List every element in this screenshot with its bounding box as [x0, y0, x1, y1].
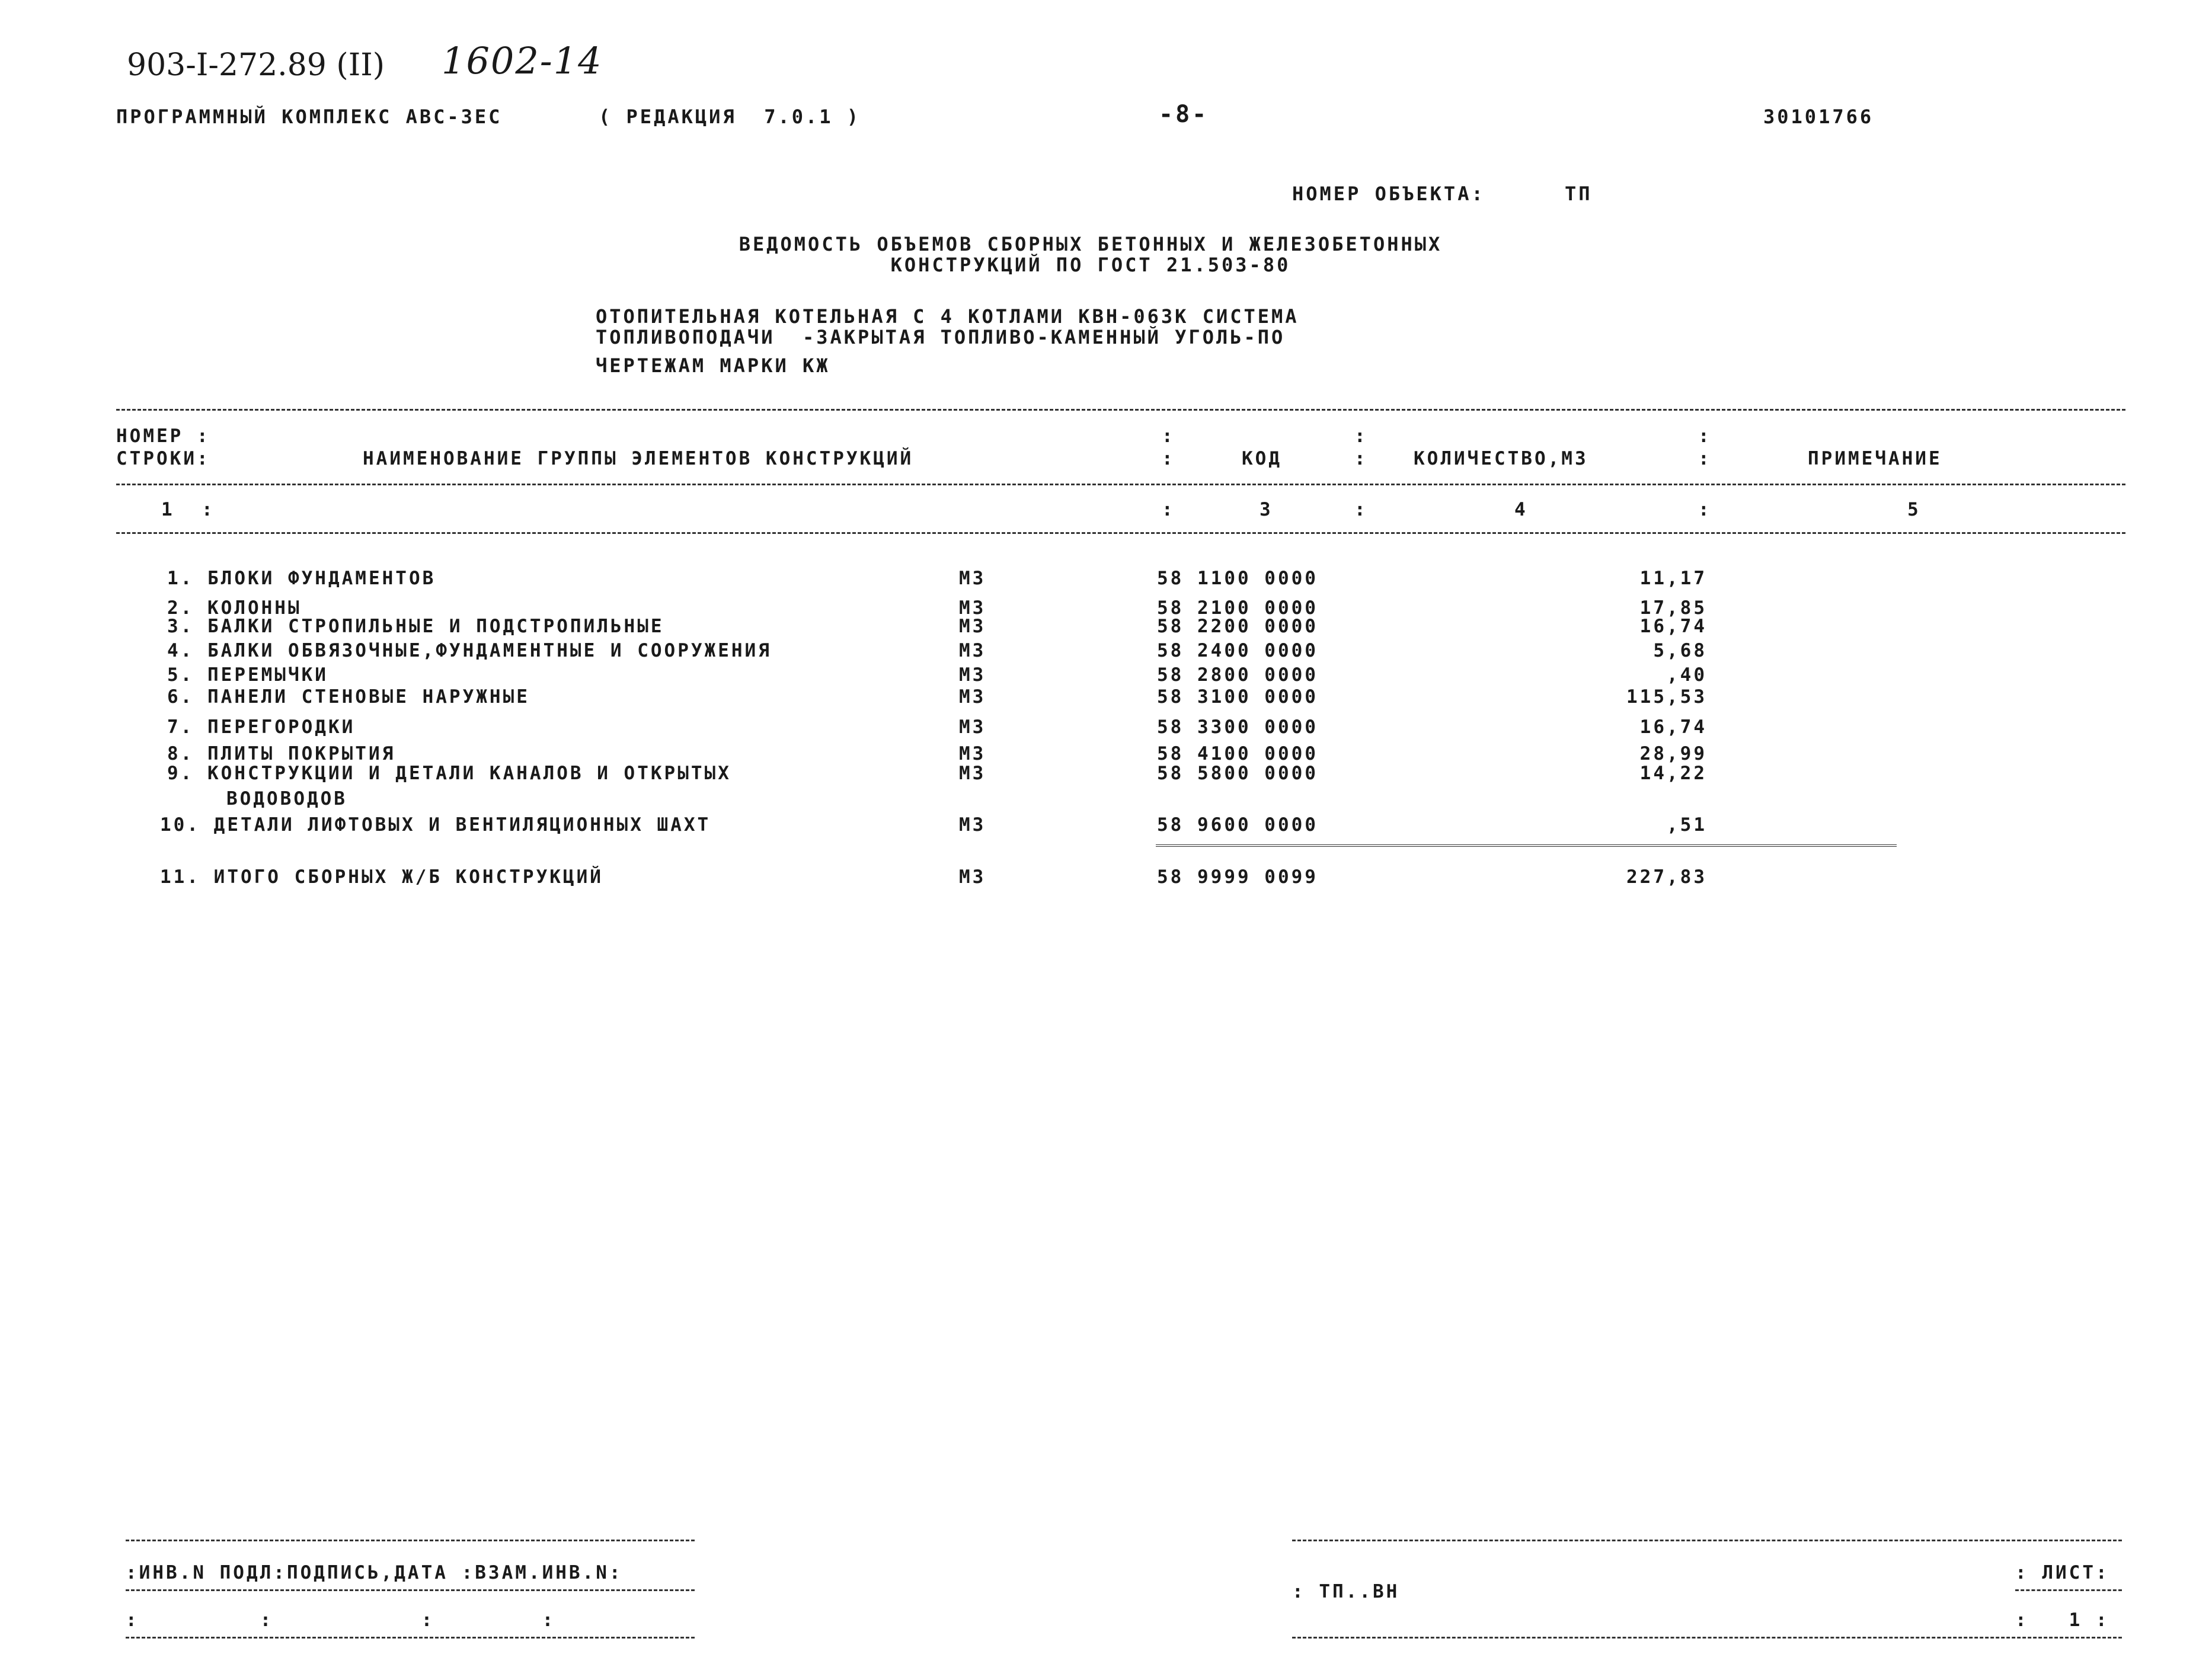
object-value: ТП: [1565, 183, 1593, 205]
col-sep: :: [1698, 448, 1712, 469]
subtitle-line-3: ЧЕРТЕЖАМ МАРКИ КЖ: [596, 354, 830, 377]
table-row-name: 3. БАЛКИ СТРОПИЛЬНЫЕ И ПОДСТРОПИЛЬНЫЕ: [167, 616, 664, 637]
document-code: 903-I-272.89 (II): [127, 47, 385, 83]
page-number: -8-: [1159, 101, 1209, 128]
stamp-headers: :ИНВ.N ПОДЛ:ПОДПИСЬ,ДАТА :ВЗАМ.ИНВ.N:: [126, 1562, 623, 1583]
table-row-code: 58 3100 0000: [1157, 686, 1318, 708]
table-row-name: 5. ПЕРЕМЫЧКИ: [167, 664, 328, 686]
header-name: НАИМЕНОВАНИЕ ГРУППЫ ЭЛЕМЕНТОВ КОНСТРУКЦИЙ: [363, 448, 914, 469]
table-row-unit: М3: [959, 743, 986, 764]
table-row-name: 9. КОНСТРУКЦИИ И ДЕТАЛИ КАНАЛОВ И ОТКРЫТЫХ: [167, 763, 731, 784]
table-row-unit: М3: [959, 640, 986, 661]
table-row-name: 7. ПЕРЕГОРОДКИ: [167, 716, 356, 738]
table-row-qty: 17,85: [1639, 597, 1707, 619]
sheet-rule: [2015, 1589, 2122, 1591]
table-row-code: 58 3300 0000: [1157, 716, 1318, 738]
col-sep: :: [1354, 499, 1368, 520]
col-number-4: 4: [1514, 499, 1528, 520]
table-row-qty: ,51: [1667, 814, 1707, 836]
subtitle-line-1: ОТОПИТЕЛЬНАЯ КОТЕЛЬНАЯ С 4 КОТЛАМИ КВН-063К СИСТЕМА: [596, 305, 1299, 328]
total-separator: [1156, 844, 1897, 847]
table-row-code: 58 5800 0000: [1157, 763, 1318, 784]
table-rule-bottom: [116, 532, 2125, 534]
table-row-qty: 28,99: [1639, 743, 1707, 764]
footer-rule-top: [1292, 1540, 2122, 1541]
table-row-unit: М3: [959, 597, 986, 619]
title-line-2: КОНСТРУКЦИЙ ПО ГОСТ 21.503-80: [890, 254, 1291, 276]
table-row-code: 58 2200 0000: [1157, 616, 1318, 637]
table-row-name-continued: ВОДОВОДОВ: [226, 788, 347, 809]
table-row-unit: М3: [959, 664, 986, 686]
handwritten-note: 1602-14: [442, 39, 603, 82]
table-row-total-qty: 227,83: [1626, 866, 1707, 888]
stamp-empty-fields: : : : :: [126, 1609, 556, 1631]
object-label: НОМЕР ОБЪЕКТА:: [1292, 183, 1485, 205]
table-row-qty: 16,74: [1639, 616, 1707, 637]
table-rule-top: [116, 409, 2125, 411]
header-code: КОД: [1242, 448, 1282, 469]
col-number-3: 3: [1260, 499, 1273, 520]
sheet-label: : ЛИСТ:: [2015, 1562, 2109, 1583]
table-row-code: 58 9999 0099: [1157, 866, 1318, 888]
table-row-code: 58 9600 0000: [1157, 814, 1318, 836]
footer-rule-bottom: [1292, 1637, 2122, 1639]
table-row-name: 2. КОЛОННЫ: [167, 597, 302, 619]
table-row-unit: М3: [959, 763, 986, 784]
edition-label: ( РЕДАКЦИЯ 7.0.1 ): [599, 105, 861, 128]
subtitle-line-2: ТОПЛИВОПОДАЧИ -ЗАКРЫТАЯ ТОПЛИВО-КАМЕННЫЙ УГОЛЬ-ПО: [596, 326, 1286, 348]
program-header: ПРОГРАММНЫЙ КОМПЛЕКС АВС-3ЕС: [116, 105, 503, 128]
col-sep: :: [1698, 499, 1712, 520]
table-row-code: 58 2100 0000: [1157, 597, 1318, 619]
stamp-rule-mid: [126, 1589, 695, 1591]
table-row-qty: ,40: [1667, 664, 1707, 686]
table-row-qty: 115,53: [1626, 686, 1707, 708]
table-row-unit: М3: [959, 568, 986, 589]
doc-number: 30101766: [1763, 105, 1874, 128]
footer-doc-ref: : ТП..ВН: [1292, 1581, 1400, 1602]
col-number-5: 5: [1907, 499, 1921, 520]
table-row-code: 58 1100 0000: [1157, 568, 1318, 589]
table-row-code: 58 2400 0000: [1157, 640, 1318, 661]
table-row-unit: М3: [959, 814, 986, 836]
table-row-name: 6. ПАНЕЛИ СТЕНОВЫЕ НАРУЖНЫЕ: [167, 686, 530, 708]
table-row-code: 58 2800 0000: [1157, 664, 1318, 686]
table-row-name: 1. БЛОКИ ФУНДАМЕНТОВ: [167, 568, 436, 589]
table-row-total-name: 11. ИТОГО СБОРНЫХ Ж/Б КОНСТРУКЦИЙ: [160, 866, 603, 888]
header-note: ПРИМЕЧАНИЕ: [1808, 448, 1942, 469]
col-sep: :: [1162, 448, 1175, 469]
table-row-qty: 14,22: [1639, 763, 1707, 784]
col-sep: :: [1354, 425, 1368, 447]
table-row-unit: М3: [959, 686, 986, 708]
stamp-rule-top: [126, 1540, 695, 1541]
table-row-name: 8. ПЛИТЫ ПОКРЫТИЯ: [167, 743, 396, 764]
table-row-unit: М3: [959, 616, 986, 637]
table-row-qty: 11,17: [1639, 568, 1707, 589]
table-row-qty: 16,74: [1639, 716, 1707, 738]
col-sep: :: [1698, 425, 1712, 447]
table-row-unit: М3: [959, 716, 986, 738]
col-sep: :: [1162, 499, 1175, 520]
header-row-number-1: НОМЕР :: [116, 425, 210, 447]
table-row-name: 4. БАЛКИ ОБВЯЗОЧНЫЕ,ФУНДАМЕНТНЫЕ И СООРУЖЕНИЯ: [167, 640, 772, 661]
table-row-code: 58 4100 0000: [1157, 743, 1318, 764]
col-sep: :: [1162, 425, 1175, 447]
col-number-1: 1 :: [161, 499, 215, 520]
header-row-number-2: СТРОКИ:: [116, 448, 210, 469]
header-quantity: КОЛИЧЕСТВО,М3: [1414, 448, 1588, 469]
stamp-rule-bottom: [126, 1637, 695, 1639]
col-sep: :: [1354, 448, 1368, 469]
sheet-number: : 1 :: [2015, 1609, 2109, 1631]
title-line-1: ВЕДОМОСТЬ ОБЪЕМОВ СБОРНЫХ БЕТОННЫХ И ЖЕЛЕЗОБЕТОННЫХ: [739, 233, 1443, 255]
table-row-name: 10. ДЕТАЛИ ЛИФТОВЫХ И ВЕНТИЛЯЦИОННЫХ ШАХТ: [160, 814, 711, 836]
table-row-unit: М3: [959, 866, 986, 888]
table-row-qty: 5,68: [1653, 640, 1707, 661]
table-rule-mid: [116, 484, 2125, 485]
